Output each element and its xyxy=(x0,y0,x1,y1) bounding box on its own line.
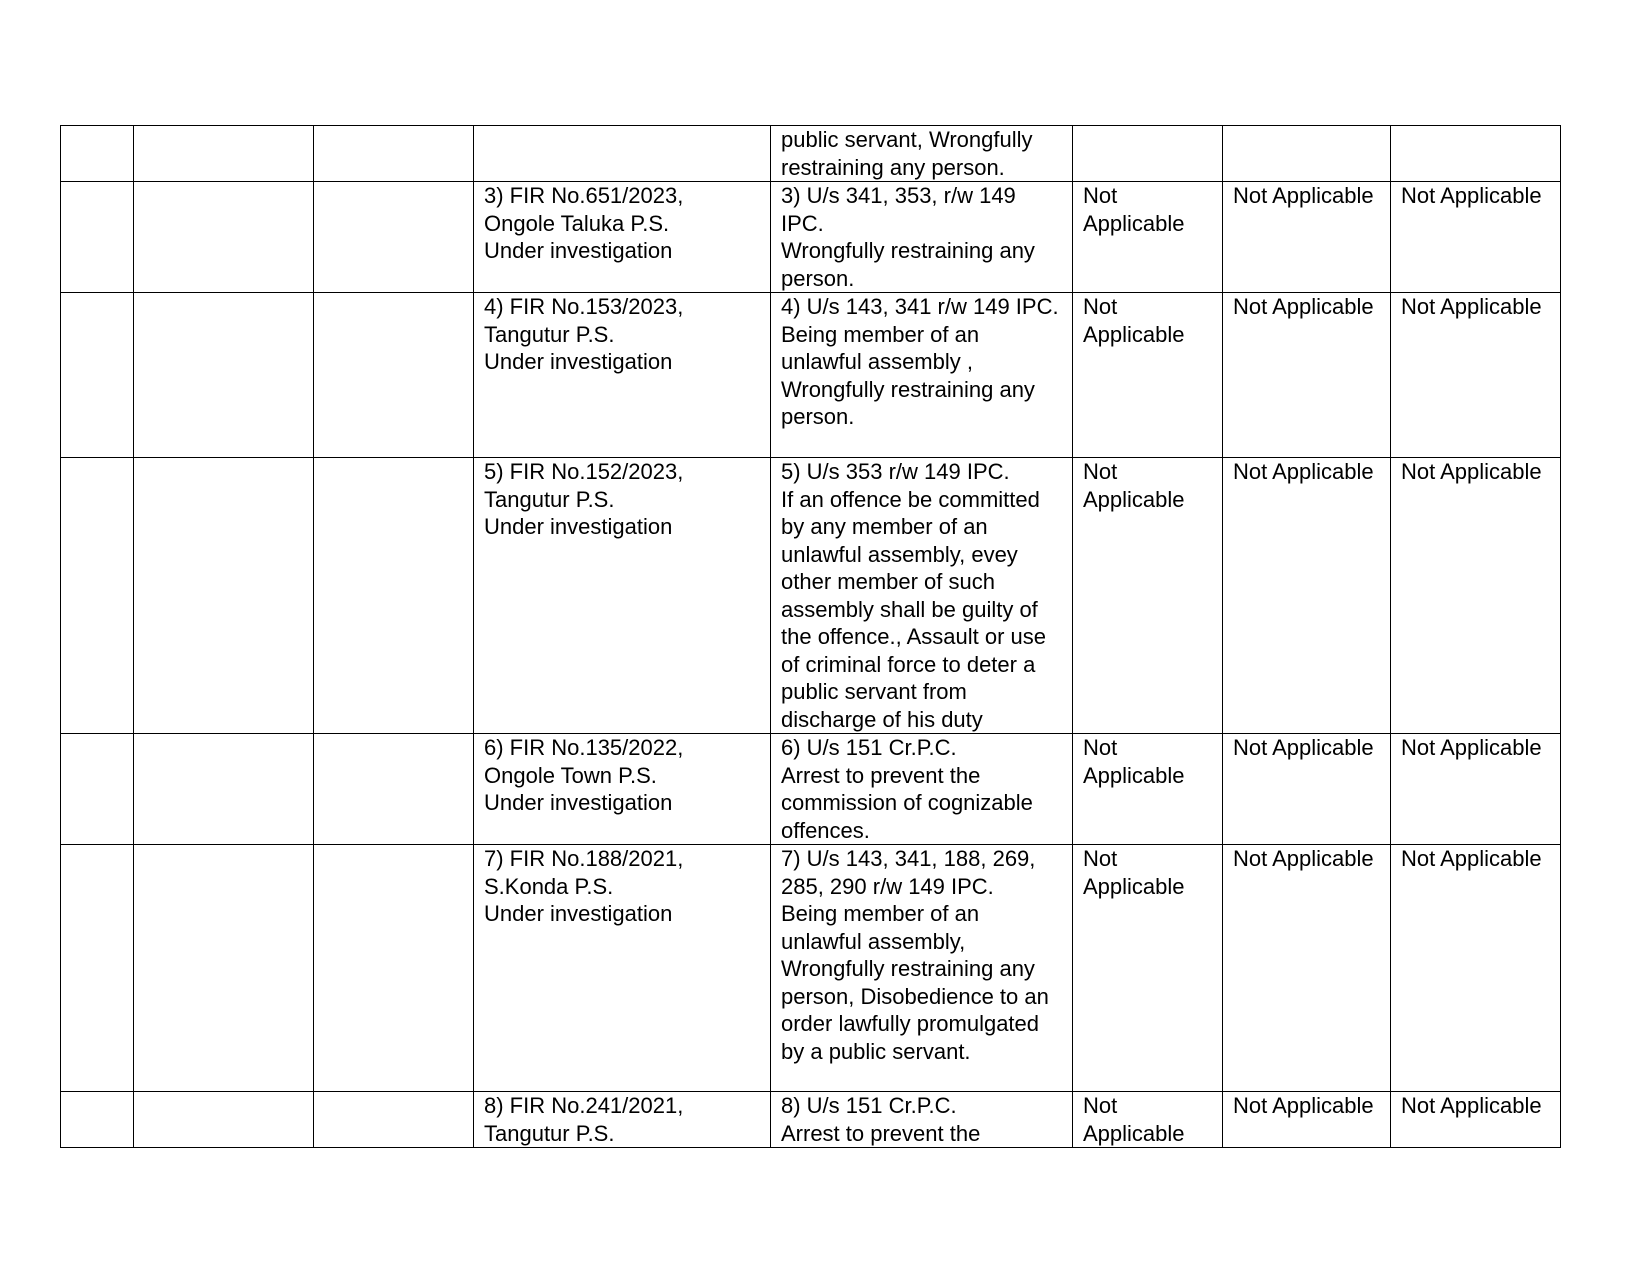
table-cell xyxy=(314,845,474,1092)
status-cell: Not Applicable xyxy=(1073,293,1223,458)
table-cell xyxy=(134,1092,314,1148)
table-cell xyxy=(314,458,474,734)
status-cell xyxy=(1391,126,1561,182)
case-details-cell: 6) FIR No.135/2022, Ongole Town P.S. Under investigation xyxy=(474,734,771,845)
table-cell xyxy=(61,1092,134,1148)
case-details-cell: 7) FIR No.188/2021, S.Konda P.S. Under investigation xyxy=(474,845,771,1092)
table-cell xyxy=(314,182,474,293)
status-cell: Not Applicable xyxy=(1073,734,1223,845)
table-row xyxy=(61,458,1561,734)
status-cell xyxy=(1073,126,1223,182)
case-details-cell xyxy=(474,126,771,182)
table-cell xyxy=(134,458,314,734)
status-cell: Not Applicable xyxy=(1073,182,1223,293)
status-cell xyxy=(1223,126,1391,182)
table-row xyxy=(61,182,1561,293)
table-row xyxy=(61,1092,1561,1148)
table-cell xyxy=(134,845,314,1092)
case-details-cell: 3) FIR No.651/2023, Ongole Taluka P.S. Under investigation xyxy=(474,182,771,293)
status-cell: Not Applicable xyxy=(1223,293,1391,458)
status-cell: Not Applicable xyxy=(1073,1092,1223,1148)
status-cell: Not Applicable xyxy=(1391,182,1561,293)
sections-cell: 3) U/s 341, 353, r/w 149 IPC. Wrongfully restraining any person. xyxy=(771,182,1073,293)
table-row xyxy=(61,126,1561,182)
table-row xyxy=(61,734,1561,845)
sections-cell: 5) U/s 353 r/w 149 IPC. If an offence be committed by any member of an unlawful assembly, evey other member of such assembly shall be guilty of the offence., Assault or use of criminal force to deter a public servant from discharge of his duty xyxy=(771,458,1073,734)
case-details-cell: 8) FIR No.241/2021, Tangutur P.S. xyxy=(474,1092,771,1148)
table-cell xyxy=(61,458,134,734)
table-cell xyxy=(134,126,314,182)
sections-cell: 4) U/s 143, 341 r/w 149 IPC. Being member of an unlawful assembly , Wrongfully restraining any person. xyxy=(771,293,1073,458)
case-details-cell: 5) FIR No.152/2023, Tangutur P.S. Under investigation xyxy=(474,458,771,734)
table-cell xyxy=(61,845,134,1092)
status-cell: Not Applicable xyxy=(1223,734,1391,845)
case-details-cell: 4) FIR No.153/2023, Tangutur P.S. Under investigation xyxy=(474,293,771,458)
table-cell xyxy=(314,126,474,182)
status-cell: Not Applicable xyxy=(1223,182,1391,293)
status-cell: Not Applicable xyxy=(1391,1092,1561,1148)
table-cell xyxy=(134,293,314,458)
table-row xyxy=(61,845,1561,1092)
table-cell xyxy=(134,734,314,845)
table-cell xyxy=(61,126,134,182)
table-cell xyxy=(61,182,134,293)
sections-cell: 6) U/s 151 Cr.P.C. Arrest to prevent the commission of cognizable offences. xyxy=(771,734,1073,845)
status-cell: Not Applicable xyxy=(1073,458,1223,734)
table-cell xyxy=(61,293,134,458)
sections-cell: 7) U/s 143, 341, 188, 269, 285, 290 r/w 149 IPC. Being member of an unlawful assembly, Wrongfully restraining any person, Disobedience to an order lawfully promulgated by a public servant. xyxy=(771,845,1073,1092)
status-cell: Not Applicable xyxy=(1391,734,1561,845)
status-cell: Not Applicable xyxy=(1391,293,1561,458)
sections-cell: 8) U/s 151 Cr.P.C. Arrest to prevent the xyxy=(771,1092,1073,1148)
table-cell xyxy=(61,734,134,845)
status-cell: Not Applicable xyxy=(1223,458,1391,734)
status-cell: Not Applicable xyxy=(1073,845,1223,1092)
status-cell: Not Applicable xyxy=(1223,845,1391,1092)
table-cell xyxy=(314,293,474,458)
status-cell: Not Applicable xyxy=(1391,458,1561,734)
status-cell: Not Applicable xyxy=(1223,1092,1391,1148)
table-cell xyxy=(314,1092,474,1148)
table-row xyxy=(61,293,1561,458)
criminal-cases-table xyxy=(60,125,1561,1148)
table-cell xyxy=(134,182,314,293)
status-cell: Not Applicable xyxy=(1391,845,1561,1092)
table-cell xyxy=(314,734,474,845)
sections-cell: public servant, Wrongfully restraining any person. xyxy=(771,126,1073,182)
